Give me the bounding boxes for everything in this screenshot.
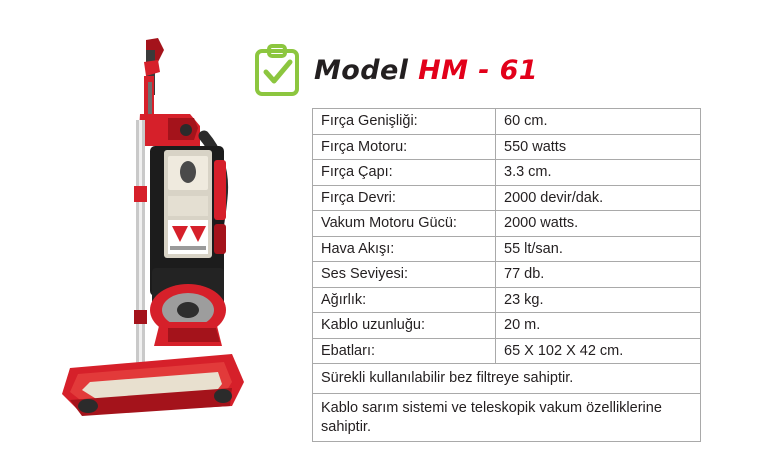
panel-label-line: [170, 246, 206, 250]
specification-panel: [250, 42, 750, 442]
table-row: [313, 287, 701, 313]
lower-neck-shadow: [168, 328, 220, 342]
spec-value: 77 db.: [496, 262, 701, 288]
spec-label: Fırça Devri:: [313, 185, 496, 211]
table-row: [313, 262, 701, 288]
spec-value: 23 kg.: [496, 287, 701, 313]
spec-note: Sürekli kullanılabilir bez filtreye sahiptir.: [313, 364, 701, 394]
table-row: [313, 313, 701, 339]
spec-label: Fırça Çapı:: [313, 160, 496, 186]
side-trim-lower: [214, 224, 226, 254]
table-row: [313, 211, 701, 237]
spec-label: Ses Seviyesi:: [313, 262, 496, 288]
vacuum-cleaner-illustration: [18, 10, 258, 440]
side-trim: [214, 160, 226, 220]
spec-label: Fırça Genişliği:: [313, 109, 496, 135]
table-row: [313, 236, 701, 262]
pole-upper-highlight: [148, 82, 152, 118]
specification-table: [312, 108, 701, 442]
spec-label: Hava Akışı:: [313, 236, 496, 262]
wheel-left: [78, 399, 98, 413]
wheel-right: [214, 389, 232, 403]
model-title-prefix: Model: [314, 54, 409, 86]
table-row: [313, 160, 701, 186]
product-image: [18, 10, 258, 440]
table-row: [313, 338, 701, 364]
motor-hub: [177, 302, 199, 318]
spec-value: 2000 watts.: [496, 211, 701, 237]
top-housing-port: [180, 124, 192, 136]
spec-table-body: [313, 109, 701, 442]
table-row-note: [313, 394, 701, 442]
spec-value: 55 lt/san.: [496, 236, 701, 262]
spec-value: 20 m.: [496, 313, 701, 339]
table-row: [313, 109, 701, 135]
spec-value: 550 watts: [496, 134, 701, 160]
spec-value: 3.3 cm.: [496, 160, 701, 186]
wand-lower-clip: [134, 310, 147, 324]
table-row-note: [313, 364, 701, 394]
wand-clip: [134, 186, 147, 202]
table-row: [313, 185, 701, 211]
spec-value: 2000 devir/dak.: [496, 185, 701, 211]
wand-highlight: [139, 120, 142, 365]
spec-label: Kablo uzunluğu:: [313, 313, 496, 339]
spec-value: 60 cm.: [496, 109, 701, 135]
spec-label: Fırça Motoru:: [313, 134, 496, 160]
table-row: [313, 134, 701, 160]
panel-dial: [180, 161, 196, 183]
spec-header: [250, 42, 750, 98]
model-code: HM - 61: [418, 54, 538, 86]
spec-note: Kablo sarım sistemi ve teleskopik vakum özelliklerine sahiptir.: [313, 394, 701, 442]
page-title: [314, 55, 538, 86]
clipboard-check-icon: [254, 44, 300, 96]
spec-label: Ebatları:: [313, 338, 496, 364]
spec-label: Vakum Motoru Gücü:: [313, 211, 496, 237]
spec-value: 65 X 102 X 42 cm.: [496, 338, 701, 364]
panel-strip: [168, 196, 208, 216]
handle-trim: [144, 60, 160, 76]
spec-label: Ağırlık:: [313, 287, 496, 313]
